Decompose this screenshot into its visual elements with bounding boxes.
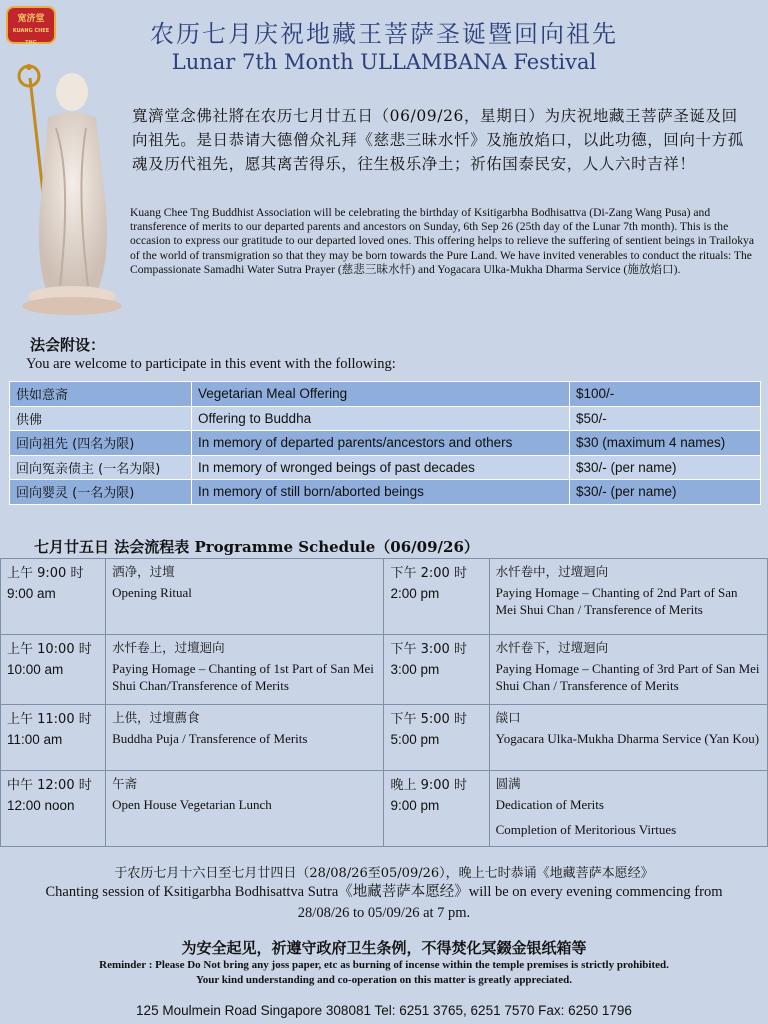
schedule-time: 中午 12:00 时 12:00 noon xyxy=(1,771,106,847)
intro-english: Kuang Chee Tng Buddhist Association will be celebrating the birthday of Ksitigarbha Bodhisattva (Di-Zang Wang Pusa) and transference of merits to our departed parents and ancestors on Sunday, 6th Sep 26 (25th day of the Lunar 7th month). This is the occasion to express our gratitude to our departed loved ones. This offering helps to relieve the suffering of sentient beings in Trailokya of the world of transmigration so that they may be born towards the Pure Land. We have invited venerables to conduct the rituals: The Compassionate Samadhi Water Sutra Prayer (慈悲三昧水忏) and Yogacara Ulka-Mukha Dharma Service (施放焰口). xyxy=(130,206,754,276)
table-row xyxy=(1,771,768,847)
schedule-event: 洒净，过壇 Opening Ritual xyxy=(106,559,384,635)
schedule-time: 上午 11:00 时 11:00 am xyxy=(1,705,106,771)
offering-name-cn: 回向冤亲债主 (一名为限) xyxy=(10,455,192,480)
offering-name-en: Offering to Buddha xyxy=(192,406,570,431)
schedule-event: 圆满 Dedication of Merits Completion of Meritorious Virtues xyxy=(489,771,767,847)
offering-price: $30 (maximum 4 names) xyxy=(570,431,761,456)
offering-name-cn: 供如意斋 xyxy=(10,382,192,407)
offerings-heading: 法会附设： xyxy=(30,336,106,354)
reminder-text xyxy=(0,958,768,988)
schedule-time: 晚上 9:00 时 9:00 pm xyxy=(384,771,489,847)
table-row xyxy=(10,431,761,456)
offering-price: $50/- xyxy=(570,406,761,431)
offerings-table xyxy=(9,381,761,505)
schedule-time: 上午 10:00 时 10:00 am xyxy=(1,635,106,705)
offering-price: $30/- (per name) xyxy=(570,455,761,480)
intro-chinese: 寬濟堂念佛社將在农历七月廿五日（06/09/26，星期日）为庆祝地藏王菩萨圣诞及回向祖先。是日恭请大德僧众礼拜《慈悲三昧水忏》及施放焰口，以此功德，回向十方孤魂及历代祖先，愿其离苦得乐，往生极乐净土；祈佑国泰民安，人人六时吉祥！ xyxy=(132,107,744,173)
schedule-time: 下午 2:00 时 2:00 pm xyxy=(384,559,489,635)
offering-price: $100/- xyxy=(570,382,761,407)
offering-name-cn: 供佛 xyxy=(10,406,192,431)
title-chinese: 农历七月庆祝地藏王菩萨圣诞暨回向祖先 xyxy=(150,20,618,48)
reminder-line-1: Reminder : Please Do Not bring any joss paper, etc as burning of incense within the temple premises is strictly prohibited. xyxy=(99,959,669,971)
offering-name-cn: 回向祖先 (四名为限) xyxy=(10,431,192,456)
title-english: Lunar 7th Month ULLAMBANA Festival xyxy=(171,50,597,74)
address-footer: 125 Moulmein Road Singapore 308081 Tel: 6251 3765, 6251 7570 Fax: 6250 1796 xyxy=(136,1003,632,1018)
schedule-time: 下午 3:00 时 3:00 pm xyxy=(384,635,489,705)
chanting-note-english: Chanting session of Ksitigarbha Bodhisattva Sutra《地藏菩萨本愿经》will be on every evening commencing from 28/08/26 to 05/09/26 at 7 pm. xyxy=(45,884,723,921)
schedule-event: 水忏卷下，过壇迴向 Paying Homage – Chanting of 3rd Part of San Mei Shui Chan / Transference of Merits xyxy=(489,635,767,705)
table-row xyxy=(10,406,761,431)
table-row xyxy=(1,635,768,705)
offering-price: $30/- (per name) xyxy=(570,480,761,505)
logo-top-text: 宽济堂 xyxy=(17,14,45,24)
schedule-event: 上供，过壇薦食 Buddha Puja / Transference of Merits xyxy=(106,705,384,771)
schedule-event: 燄口 Yogacara Ulka-Mukha Dharma Service (Yan Kou) xyxy=(489,705,767,771)
reminder-line-2: Your kind understanding and co-operation on this matter is greatly appreciated. xyxy=(196,974,572,986)
schedule-event: 午斋 Open House Vegetarian Lunch xyxy=(106,771,384,847)
offering-name-en: In memory of still born/aborted beings xyxy=(192,480,570,505)
chanting-note-chinese: 于农历七月十六日至七月廿四日（28/08/26至05/09/26），晚上七时恭诵《地藏菩萨本愿经》 xyxy=(114,866,654,881)
offering-name-en: Vegetarian Meal Offering xyxy=(192,382,570,407)
offering-name-en: In memory of departed parents/ancestors and others xyxy=(192,431,570,456)
safety-notice-chinese: 为安全起见，祈遵守政府卫生条例，不得焚化冥錣金银纸箱等 xyxy=(181,939,587,957)
table-row xyxy=(1,559,768,635)
offerings-subheading: You are welcome to participate in this event with the following: xyxy=(26,356,396,372)
table-row xyxy=(10,480,761,505)
offering-name-en: In memory of wronged beings of past decades xyxy=(192,455,570,480)
logo-bottom-text: KUANG CHEE TNG xyxy=(12,28,50,46)
bodhisattva-statue-image xyxy=(14,58,124,320)
schedule-time: 下午 5:00 时 5:00 pm xyxy=(384,705,489,771)
table-row xyxy=(10,455,761,480)
table-row xyxy=(1,705,768,771)
schedule-title: 七月廿五日 法会流程表 Programme Schedule（06/09/26） xyxy=(34,538,479,556)
schedule-time: 上午 9:00 时 9:00 am xyxy=(1,559,106,635)
offering-name-cn: 回向婴灵 (一名为限) xyxy=(10,480,192,505)
table-row xyxy=(10,382,761,407)
schedule-table xyxy=(0,558,768,847)
schedule-event: 水忏卷上，过壇迴向 Paying Homage – Chanting of 1st Part of San Mei Shui Chan/Transference of Merits xyxy=(106,635,384,705)
schedule-event: 水忏卷中，过壇迴向 Paying Homage – Chanting of 2nd Part of San Mei Shui Chan / Transference of Merits xyxy=(489,559,767,635)
